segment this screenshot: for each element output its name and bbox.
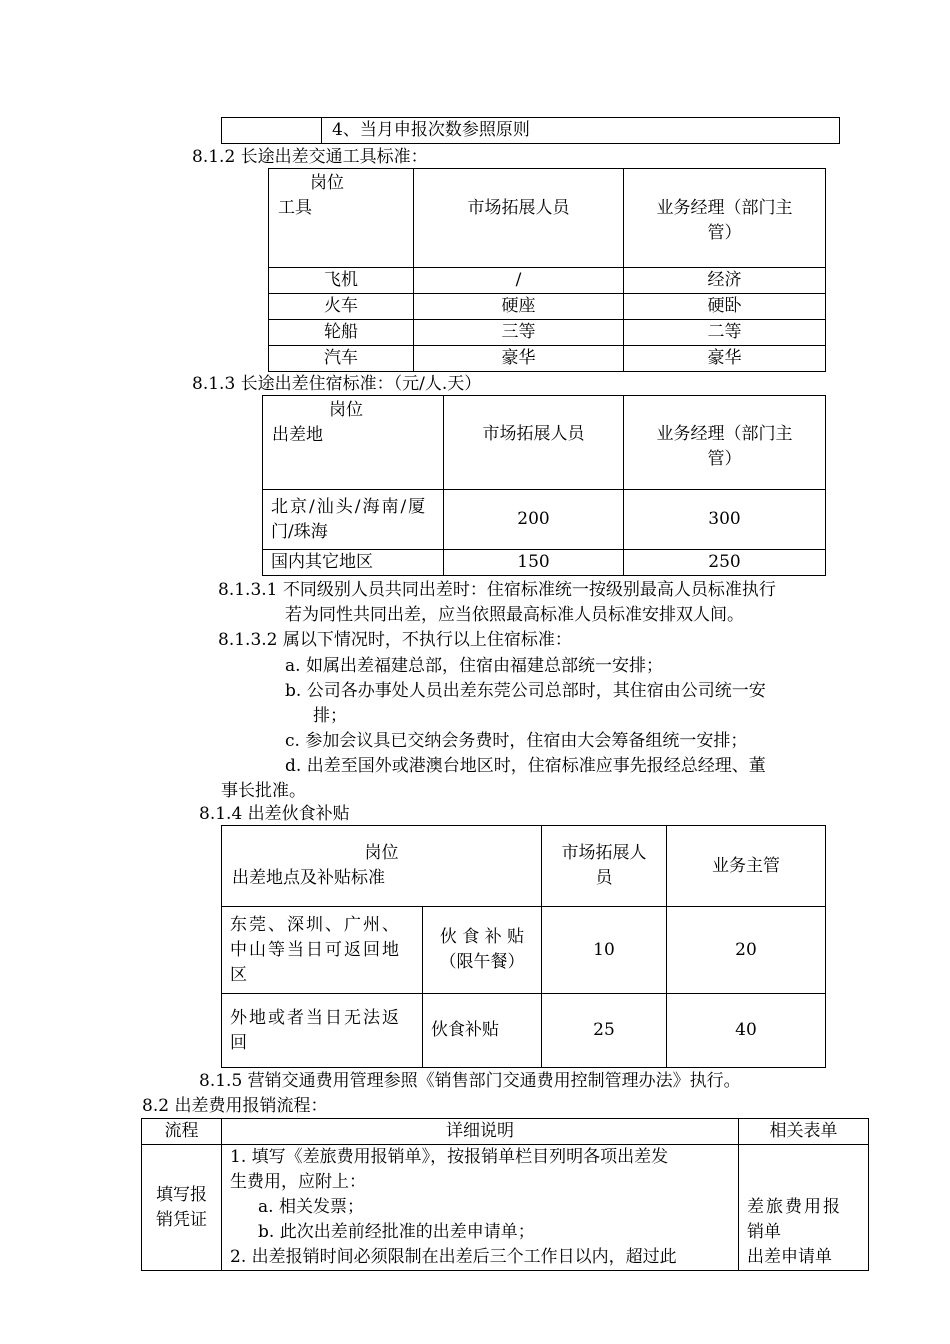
place-cell [263,490,444,550]
col-header-manager-line2: 管） [707,223,742,243]
diag-bottom-label: 出差地 [272,425,323,445]
value-cell: 硬卧 [624,294,826,320]
item-line1: 伙 食 补 贴 [439,927,525,947]
list-item-b-line2: 排； [313,706,347,726]
diag-top-label: 岗位 [329,400,363,420]
value-cell: 豪华 [414,346,624,372]
col-header-manager-line1: 业务经理（部门主 [656,198,793,218]
value-cell: 三等 [414,320,624,346]
detail-line5: 2. 出差报销时间必须限制在出差后三个工作日以内，超过此 [230,1247,677,1267]
diagonal-header-cell [222,826,542,907]
table-row [269,294,826,320]
place-line1: 东莞、深圳、广州、 [230,914,401,935]
col-header-market-line2: 员 [595,868,613,888]
place-line1: 外地或者当日无法返 [230,1007,401,1028]
detail-line2: 生费用，应附上： [230,1172,366,1192]
form-line2: 销单 [747,1222,781,1242]
lodging-standard-table [262,395,826,576]
para-8131-line2: 若为同性共同出差，应当依照最高标准人员标准安排双人间。 [285,605,744,625]
item-cell [423,907,542,994]
diagonal-header-cell [263,396,444,490]
value-cell: 150 [444,550,624,576]
tool-cell: 飞机 [269,268,414,294]
diag-bottom-label: 工具 [278,198,312,218]
value-cell: 10 [542,907,667,994]
col-header-manager-line1: 业务经理（部门主 [656,424,793,444]
section-814-heading: 8.1.4 出差伙食补贴 [199,804,350,824]
col-header-process: 流程 [142,1119,222,1145]
value-cell: 40 [667,994,826,1068]
list-item-a: a. 如属出差福建总部，住宿由福建总部统一安排； [285,656,663,676]
detail-line4: b. 此次出差前经批准的出差申请单； [258,1222,535,1242]
col-header-market: 市场拓展人员 [444,396,624,490]
place-line2: 回 [230,1032,247,1053]
table-row [269,268,826,294]
value-cell: 250 [624,550,826,576]
section-812-heading: 8.1.2 长途出差交通工具标准： [192,147,428,167]
process-step-line2: 销凭证 [156,1209,207,1230]
col-header-market-line1: 市场拓展人 [561,843,647,863]
reimbursement-process-table [141,1118,869,1271]
value-cell: / [414,268,624,294]
table-row [222,907,826,994]
process-step-cell [142,1145,222,1271]
diag-bottom-label: 出差地点及补贴标准 [232,868,385,888]
place-line2: 中山等当日可返回地 [230,939,401,960]
process-step-line1: 填写报 [156,1184,207,1205]
diag-top-label: 岗位 [310,173,344,193]
value-cell: 经济 [624,268,826,294]
list-item-b-line1: b. 公司各办事处人员出差东莞公司总部时，其住宿由公司统一安 [285,681,766,701]
detail-line3: a. 相关发票； [258,1197,364,1217]
value-cell: 硬座 [414,294,624,320]
item-line2: （限午餐） [439,952,525,972]
detail-line1: 1. 填写《差旅费用报销单》，按报销单栏目列明各项出差发 [230,1147,669,1167]
section-813-heading: 8.1.3 长途出差住宿标准：（元/人.天） [192,374,482,394]
col-header-manager [624,396,826,490]
tool-cell: 火车 [269,294,414,320]
list-item-d-line1: d. 出差至国外或港澳台地区时，住宿标准应事先报经总经理、董 [285,756,766,776]
tool-cell: 汽车 [269,346,414,372]
col-header-market [542,826,667,907]
top-row-text: 4、当月申报次数参照原则 [322,118,840,144]
value-cell: 25 [542,994,667,1068]
item-cell: 伙食补贴 [423,994,542,1068]
place-cell [222,907,423,994]
section-82-heading: 8.2 出差费用报销流程： [142,1096,328,1116]
table-row [269,320,826,346]
detail-cell [222,1145,739,1271]
list-item-c: c. 参加会议具已交纳会务费时，住宿由大会筹备组统一安排； [285,731,748,751]
para-8132: 8.1.3.2 属以下情况时，不执行以上住宿标准： [218,630,572,650]
form-line3: 出差申请单 [747,1247,832,1267]
place-line3: 区 [230,964,247,985]
diagonal-header-cell [269,169,414,268]
table-row [263,490,826,550]
table-row [263,550,826,576]
tool-cell: 轮船 [269,320,414,346]
value-cell: 20 [667,907,826,994]
para-8131-line1: 8.1.3.1 不同级别人员共同出差时：住宿标准统一按级别最高人员标准执行 [218,580,776,600]
empty-cell [222,118,322,144]
form-line1: 差旅费用报 [747,1197,842,1217]
meal-allowance-table [221,825,826,1068]
place-cell: 国内其它地区 [263,550,444,576]
value-cell: 200 [444,490,624,550]
col-header-detail: 详细说明 [222,1119,739,1145]
value-cell: 豪华 [624,346,826,372]
transport-standard-table [268,168,826,372]
value-cell: 300 [624,490,826,550]
place-line2: 门/珠海 [271,521,328,542]
col-header-supervisor: 业务主管 [667,826,826,907]
list-item-d-line2: 事长批准。 [221,781,306,801]
place-line1: 北京/汕头/海南/厦 [271,496,428,517]
section-815-text: 8.1.5 营销交通费用管理参照《销售部门交通费用控制管理办法》执行。 [199,1071,741,1091]
col-header-market: 市场拓展人员 [414,169,624,268]
col-header-manager-line2: 管） [707,449,742,469]
col-header-forms: 相关表单 [739,1119,869,1145]
diag-top-label: 岗位 [364,843,399,863]
col-header-manager [624,169,826,268]
table-row [269,346,826,372]
forms-cell [739,1145,869,1271]
top-partial-table [221,117,840,144]
table-row [222,994,826,1068]
table-row [142,1145,869,1271]
place-cell [222,994,423,1068]
value-cell: 二等 [624,320,826,346]
